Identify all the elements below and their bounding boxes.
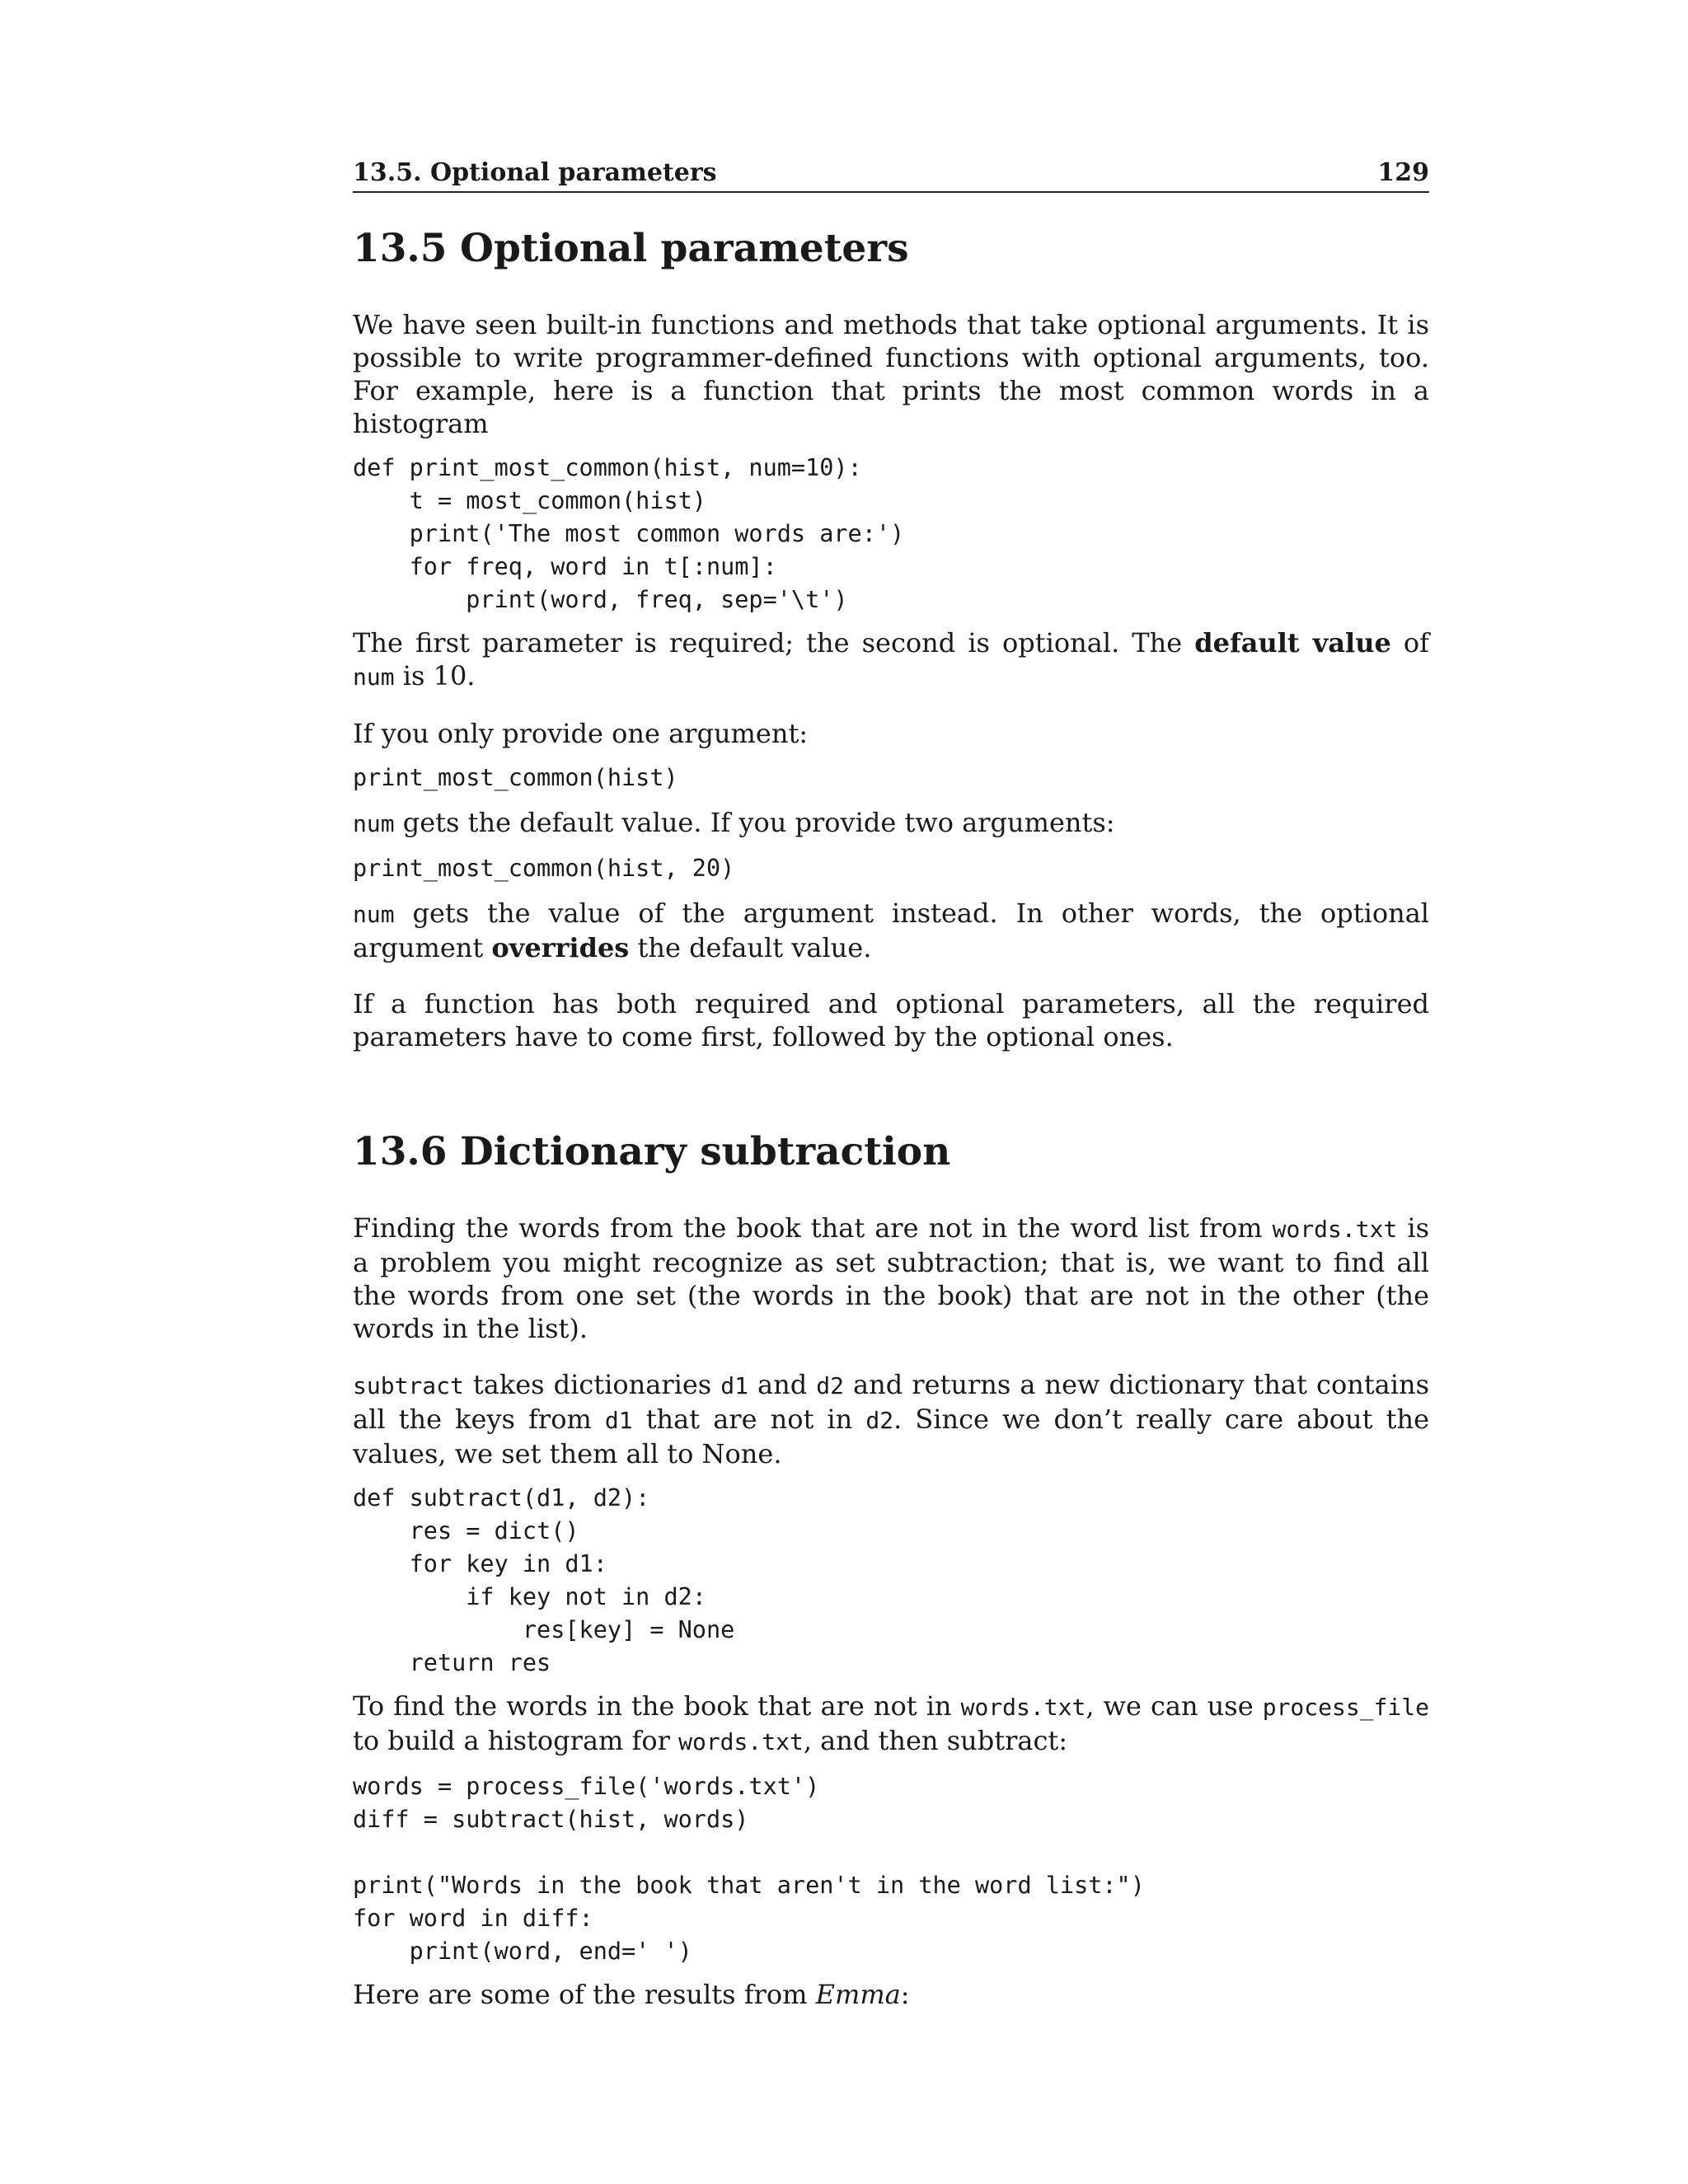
inline-code: num: [353, 663, 395, 691]
running-header: [353, 157, 1429, 193]
paragraph-parameter-order: If a function has both required and optional parameters, all the required parameters have to come first, followed by the optional ones.: [353, 988, 1429, 1052]
inline-code: subtract: [353, 1372, 464, 1399]
inline-code: d2: [865, 1407, 894, 1434]
section-number: 13.5: [353, 226, 448, 271]
paragraph-results-emma: Here are some of the results from Emma:: [353, 1979, 910, 2010]
paragraph-set-subtraction: Finding the words from the book that are not in the word list from words.txt is a problem you might recognize as set subtraction; that is, we want to find all the words from one set (the words in the book) that are not in the other (the words in the list).: [353, 1212, 1430, 1344]
section-title: Dictionary subtraction: [460, 1129, 951, 1174]
section-heading-13-5: [353, 224, 1429, 274]
paragraph-one-argument: If you only provide one argument:: [353, 718, 809, 749]
paragraph-find-words: To find the words in the book that are not in words.txt, we can use process_file to build a histogram for words.txt, and then subtract:: [353, 1690, 1430, 1756]
inline-code: words.txt: [960, 1694, 1086, 1721]
paragraph-intro: We have seen built-in functions and methods that take optional arguments. It is possible to write programmer-defined functions with optional arguments, too. For example, here is a function that prints the most common words in a histogram: [353, 309, 1429, 439]
inline-code: d1: [720, 1372, 748, 1399]
code-block-diff: words = process_file('words.txt') diff = subtract(hist, words) print("Words in the book that aren't in the word list:") for word in diff: print(word, end=' '): [353, 1773, 1145, 1965]
inline-code: words.txt: [678, 1728, 804, 1755]
code-block-print-most-common: def print_most_common(hist, num=10): t = most_common(hist) print('The most common words are:') for freq, word in t[:num]: print(word, freq, sep='\t'): [353, 454, 905, 613]
inline-code: d2: [816, 1372, 844, 1399]
inline-code: num: [353, 901, 395, 928]
paragraph-num-default: num gets the default value. If you provide two arguments:: [353, 807, 1115, 838]
code-line-one-arg: print_most_common(hist): [353, 764, 678, 791]
page-number: 129: [1377, 158, 1429, 187]
inline-code: d1: [604, 1407, 633, 1434]
inline-code: words.txt: [1272, 1216, 1398, 1243]
inline-code: process_file: [1262, 1694, 1430, 1721]
term-overrides: overrides: [491, 932, 630, 963]
term-default-value: default value: [1194, 627, 1391, 658]
section-number: 13.6: [353, 1129, 448, 1174]
inline-code: num: [353, 810, 395, 837]
paragraph-default-value: The first parameter is required; the second is optional. The default value of num is 10.: [353, 627, 1430, 691]
code-block-subtract: def subtract(d1, d2): res = dict() for key in d1: if key not in d2: res[key] = None return res: [353, 1484, 735, 1676]
section-title: Optional parameters: [460, 226, 909, 271]
code-line-two-args: print_most_common(hist, 20): [353, 855, 735, 882]
section-heading-13-6: [353, 1127, 1429, 1177]
paragraph-subtract-description: subtract takes dictionaries d1 and d2 and returns a new dictionary that contains all the keys from d1 that are not in d2. Since we don’t really care about the values, we set them all to None.: [353, 1369, 1430, 1469]
page-content: [353, 157, 1429, 2011]
running-header-title: 13.5. Optional parameters: [353, 158, 717, 187]
paragraph-overrides: num gets the value of the argument instead. In other words, the optional argument overrides the default value.: [353, 898, 1429, 963]
book-title-emma: Emma: [815, 1979, 901, 2010]
